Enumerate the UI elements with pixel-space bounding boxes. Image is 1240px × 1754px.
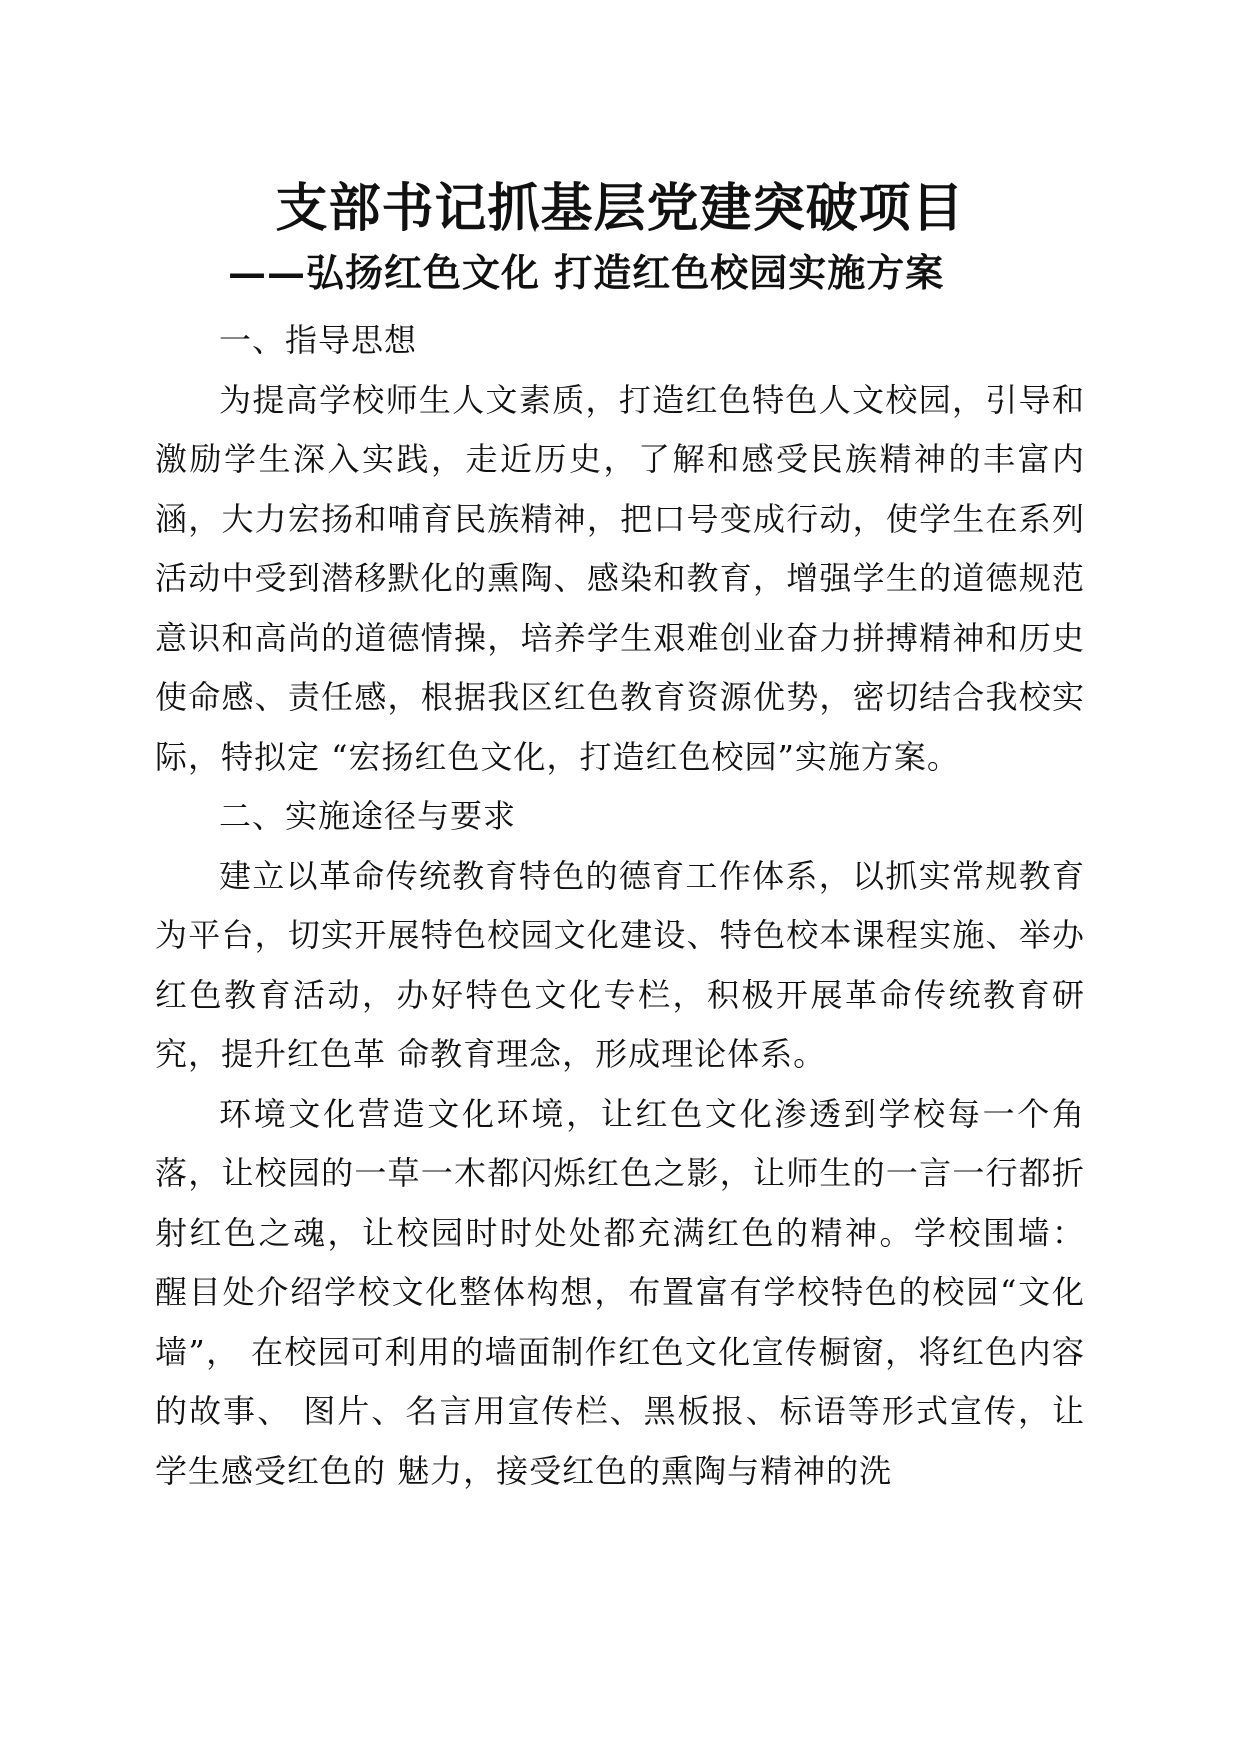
paragraph-environment-culture: 环境文化营造文化环境，让红色文化渗透到学校每一个角落，让校园的一草一木都闪烁红色之影，让师生的一言一行都折射红色之魂，让校园时时处处都充满红色的精神。学校围墙： 醒目处介绍学校文化整体构想，布置富有学校特色的校园“文化墙”， 在校园可利用的墙面制作红色文化宣传橱窗，将红色内容的故事、 图片、名言用宣传栏、黑板报、标语等形式宣传，让学生感受红色的 魅力，接受红色的熏陶与精神的洗 xyxy=(155,1094,1085,1490)
paragraph-guiding-ideology: 为提高学校师生人文素质，打造红色特色人文校园，引导和激励学生深入实践，走近历史，了解和感受民族精神的丰富内涵，大力宏扬和哺育民族精神，把口号变成行动，使学生在系列活动中受到潜移默化的熏陶、感染和教育，增强学生的道德规范意识和高尚的道德情操，培养学生艰难创业奋力拼搏精神和历史使命感、责任感，根据我区红色教育资源优势，密切结合我校实际，特拟定 “宏扬红色文化，打造红色校园”实施方案。 xyxy=(155,380,1085,776)
paragraph-implementation-system: 建立以革命传统教育特色的德育工作体系，以抓实常规教育为平台，切实开展特色校园文化建设、特色校本课程实施、举办红色教育活动，办好特色文化专栏，积极开展革命传统教育研究，提升红色革 命教育理念，形成理论体系。 xyxy=(155,856,1085,1073)
section-heading-guiding-ideology: 一、指导思想 xyxy=(219,321,418,359)
document-subtitle: ——弘扬红色文化 打造红色校园实施方案 xyxy=(228,250,945,295)
section-heading-implementation: 二、实施途径与要求 xyxy=(219,797,517,835)
document-title: 支部书记抓基层党建突破项目 xyxy=(275,178,965,239)
document-body xyxy=(155,311,1085,1501)
